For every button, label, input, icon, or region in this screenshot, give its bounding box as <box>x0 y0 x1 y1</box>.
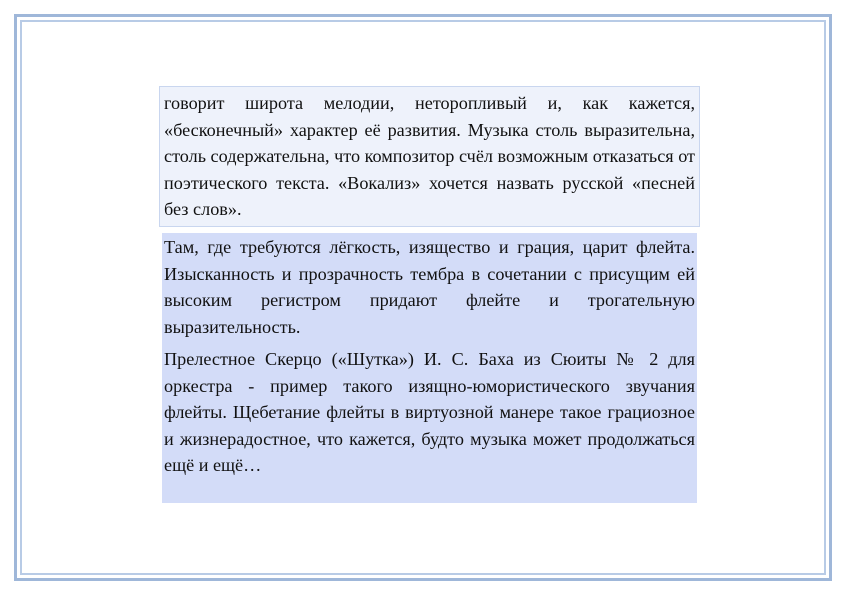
paragraph-flute-timbre: Там, где требуются лёгкость, изящество и грация, царит флейта. Изысканность и прозрачность тембра в сочетании с присущим ей высоким регистром придают флейте и трогательную выразительность. <box>164 237 695 337</box>
paragraph-bach-scherzo: Прелестное Скерцо («Шутка») И. С. Баха из Сюиты № 2 для оркестра - пример такого изящно-юмористического звучания флейты. Щебетание флейты в виртуозной манере такое грациозное и жизнерадостное, что кажется, будто музыка может продолжаться ещё и ещё… <box>164 349 695 475</box>
text-block-flute <box>162 233 697 503</box>
paragraph-vocalise: говорит широта мелодии, неторопливый и, как кажется, «бесконечный» характер её развития. Музыка столь выразительна, столь содержательна, что композитор счёл возможным отказаться от поэтического текста. «Вокализ» хочется назвать русской «песней без слов». <box>164 93 695 219</box>
text-block-vocalise <box>159 86 700 227</box>
